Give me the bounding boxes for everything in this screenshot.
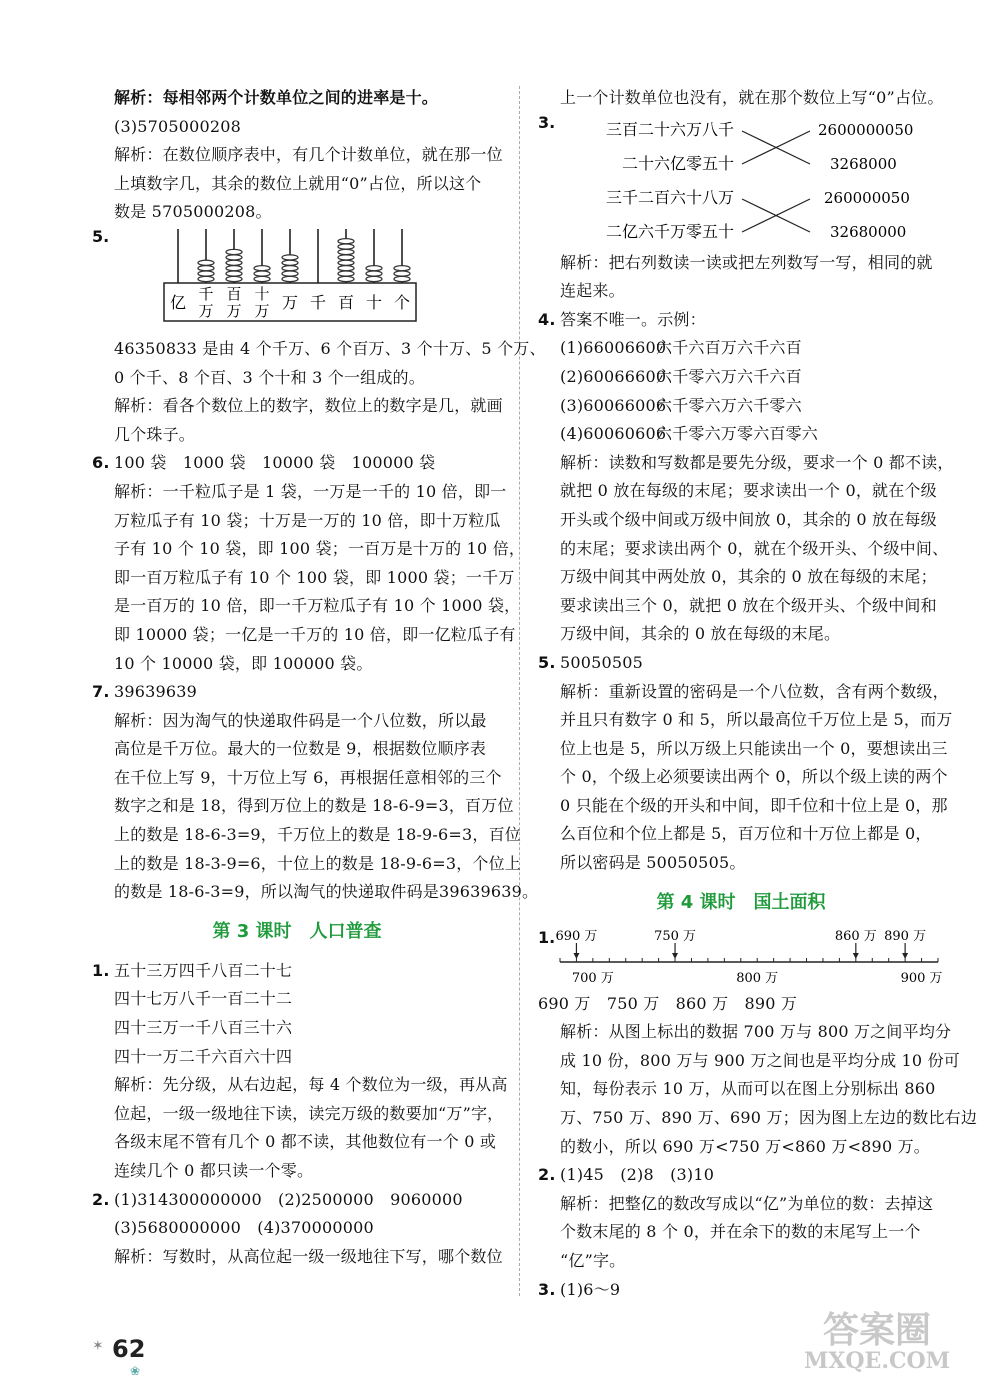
- analysis-text: 所以密码是 50050505。: [560, 853, 746, 873]
- answer-text: 四十三万一千八百三十六: [114, 1018, 293, 1038]
- analysis-text: 解析：从图上标出的数据 700 万与 800 万之间平均分: [560, 1022, 952, 1042]
- analysis-text: 的数是 18-6-3=9，所以淘气的快递取件码是39639639。: [114, 882, 539, 902]
- answer-text: (3)5680000000 (4)370000000: [114, 1218, 374, 1238]
- analysis-text: 万粒瓜子有 10 袋；十万是一万的 10 倍，即十万粒瓜: [114, 510, 501, 530]
- abacus-label: 千: [309, 292, 327, 312]
- analysis-text: 各级末尾不管有几个 0 都不读，其他数位有一个 0 或: [114, 1132, 497, 1152]
- analysis-text: 即 10000 袋；一亿是一千万的 10 倍，即一亿粒瓜子有: [114, 624, 516, 644]
- abacus-bead: [254, 276, 270, 281]
- number-line-label: 800 万: [736, 970, 779, 986]
- abacus-label: 十: [254, 284, 270, 303]
- question-number: 6.: [92, 453, 110, 473]
- answer-number: (2)60066600: [560, 366, 667, 386]
- abacus-diagram: [162, 227, 422, 335]
- analysis-text: 解析：先分级，从右边起，每 4 个数位为一级，再从高: [114, 1075, 508, 1095]
- match-right-item: 260000050: [824, 188, 910, 207]
- abacus-bead: [366, 266, 382, 271]
- section-title: 第 4 课时 国土面积: [656, 891, 826, 913]
- abacus-bead: [394, 276, 410, 281]
- abacus-bead: [338, 260, 354, 265]
- analysis-text: 解析：看各个数位上的数字，数位上的数字是几，就画: [114, 396, 503, 416]
- abacus-bead: [366, 276, 382, 281]
- analysis-text: “亿”字。: [560, 1251, 626, 1270]
- abacus-label: 万: [254, 301, 270, 320]
- answer-text: 五十三万四千八百二十七: [114, 960, 293, 980]
- question-number: 2.: [538, 1165, 556, 1185]
- answer-row: [538, 392, 944, 421]
- abacus-label: 亿: [169, 292, 187, 312]
- question-1-number-line: [538, 928, 944, 990]
- question-number: 4.: [538, 309, 556, 329]
- answer-text: (1)6～9: [560, 1279, 621, 1299]
- analysis-text: 解析：一千粒瓜子是 1 袋，一万是一千的 10 倍，即一: [114, 481, 507, 501]
- analysis-text: 高位是千万位。最大的一位数是 9，根据数位顺序表: [114, 739, 487, 759]
- number-line: [538, 928, 944, 990]
- abacus-bead: [366, 271, 382, 276]
- abacus-bead: [338, 255, 354, 260]
- answer-number: (3)60066006: [560, 395, 667, 415]
- analysis-text: 连起来。: [560, 281, 625, 301]
- abacus-bead: [226, 255, 242, 260]
- question-3-matching: [538, 113, 944, 249]
- question-number: 7.: [92, 682, 110, 702]
- abacus-label: 万: [281, 292, 299, 312]
- analysis-text: 万级中间，其余的 0 放在每级的末尾。: [560, 624, 841, 644]
- analysis-text: 开头或个级中间或万级中间放 0，其余的 0 放在每级: [560, 509, 937, 529]
- abacus-bead: [394, 266, 410, 271]
- abacus-bead: [198, 266, 214, 271]
- answer-row: [538, 363, 944, 392]
- number-line-arrowhead: [672, 953, 678, 959]
- match-right-item: 32680000: [830, 222, 907, 241]
- answer-text: 100 袋 1000 袋 10000 袋 100000 袋: [114, 453, 436, 473]
- star-icon: ✶: [92, 1338, 104, 1354]
- abacus-label: 个: [393, 292, 411, 312]
- analysis-text: 解析：重新设置的密码是一个八位数，含有两个数级，: [560, 681, 949, 701]
- answer-reading: 六千零六万六千六百: [656, 366, 802, 386]
- answer-reading: 六千六百万六千六百: [656, 338, 802, 358]
- abacus-bead: [226, 260, 242, 265]
- analysis-text: 要求读出三个 0，就把 0 放在个级开头、个级中间和: [560, 595, 937, 615]
- analysis-text: 解析：在数位顺序表中，有几个计数单位，就在那一位: [114, 145, 503, 165]
- answer-number: (1)66006600: [560, 338, 667, 358]
- answer-reading: 六千零六万六千零六: [656, 395, 802, 415]
- question-number: 5.: [538, 652, 556, 672]
- analysis-text: 上填数字几，其余的数位上就用“0”占位，所以这个: [114, 173, 482, 193]
- analysis-text: 万、750 万、890 万、690 万；因为图上左边的数比右边: [560, 1108, 978, 1128]
- analysis-text: 子有 10 个 10 袋，即 100 袋；一百万是十万的 10 倍，: [114, 539, 526, 559]
- abacus-bead: [198, 276, 214, 281]
- answer-text: 答案不唯一。示例：: [560, 309, 706, 329]
- abacus-label: 十: [365, 292, 383, 312]
- abacus-bead: [198, 260, 214, 265]
- analysis-text: 解析：因为淘气的快递取件码是一个八位数，所以最: [114, 710, 487, 730]
- abacus-bead: [282, 271, 298, 276]
- answer-text: 39639639: [114, 682, 198, 702]
- abacus-bead: [282, 276, 298, 281]
- abacus-bead: [226, 249, 242, 254]
- answer-text: 四十一万二千六百六十四: [114, 1046, 293, 1066]
- question-number: 3.: [538, 1279, 556, 1299]
- answer-text: (1)45 (2)8 (3)10: [560, 1165, 715, 1185]
- question-number: 1.: [538, 927, 556, 947]
- analysis-text: 知，每份表示 10 万，从而可以在图上分别标出 860: [560, 1079, 936, 1099]
- analysis-text: 位起，一级一级地往下读，读完万级的数要加“万”字，: [114, 1103, 504, 1123]
- watermark-url: MXQE.COM: [803, 1348, 951, 1374]
- abacus-bead: [338, 266, 354, 271]
- answer-text: (3)5705000208: [114, 116, 242, 136]
- abacus-bead: [254, 266, 270, 271]
- abacus-bead: [394, 271, 410, 276]
- number-line-label: 890 万: [884, 928, 927, 944]
- match-left-item: 二亿六千万零五十: [605, 221, 734, 241]
- abacus-bead: [254, 271, 270, 276]
- match-right-item: 2600000050: [818, 120, 914, 139]
- abacus-bead: [338, 249, 354, 254]
- analysis-text: 上一个计数单位也没有，就在那个数位上写“0”占位。: [560, 88, 944, 107]
- answer-row: [538, 334, 944, 363]
- match-left-item: 三百二十六万八千: [605, 119, 734, 139]
- number-line-label: 900 万: [900, 970, 943, 986]
- analysis-text: 上的数是 18-3-9=6，十位上的数是 18-9-6=3，个位上: [114, 853, 522, 873]
- number-line-label: 860 万: [834, 928, 877, 944]
- match-left-item: 三千二百六十八万: [605, 187, 734, 207]
- question-5: [92, 227, 502, 335]
- analysis-text: 并且只有数字 0 和 5，所以最高位千万位上是 5，而万: [560, 710, 953, 730]
- analysis-text: 连续几个 0 都只读一个零。: [114, 1161, 314, 1180]
- analysis-text: 就把 0 放在每级的末尾；要求读出一个 0，就在个级: [560, 481, 937, 501]
- analysis-text: 上的数是 18-6-3=9，千万位上的数是 18-9-6=3，百位: [114, 825, 522, 845]
- answer-text: 690 万 750 万 860 万 890 万: [538, 993, 798, 1013]
- matching-diagram: [538, 113, 944, 249]
- abacus-bead: [226, 276, 242, 281]
- match-right-item: 3268000: [830, 154, 897, 173]
- number-line-label: 690 万: [555, 928, 598, 944]
- answer-text: 0 个千、8 个百、3 个十和 3 个一组成的。: [114, 367, 425, 387]
- answer-reading: 六千零六万零六百零六: [656, 424, 819, 444]
- analysis-text: 解析：写数时，从高位起一级一级地往下写，哪个数位: [114, 1246, 503, 1266]
- analysis-text: 几个珠子。: [114, 424, 196, 444]
- analysis-text: 么百位和个位上都是 5，百万位和十万位上都是 0，: [560, 824, 932, 844]
- section-title: 第 3 课时 人口普查: [212, 920, 382, 942]
- question-number: 2.: [92, 1189, 110, 1209]
- analysis-text: 0 只能在个级的开头和中间，即千位和十位上是 0，那: [560, 795, 948, 815]
- analysis-text: 个 0，个级上必须要读出两个 0，所以个级上读的两个: [560, 767, 948, 787]
- answer-number: (4)60060606: [560, 424, 667, 444]
- match-left-item: 二十六亿零五十: [621, 153, 734, 173]
- question-number: 3.: [538, 112, 556, 132]
- answer-text: 四十七万八千一百二十二: [114, 989, 293, 1009]
- abacus-label: 百: [226, 284, 242, 303]
- question-number: 5.: [92, 226, 110, 246]
- right-column: [538, 84, 978, 1304]
- analysis-text: 位上也是 5，所以万级上只能读出一个 0，要想读出三: [560, 738, 948, 758]
- page-number: 62: [112, 1335, 146, 1363]
- number-line-arrowhead: [902, 953, 908, 959]
- analysis-text: 即一百万粒瓜子有 10 个 100 袋，即 1000 袋；一千万: [114, 567, 515, 587]
- number-line-label: 700 万: [571, 970, 614, 986]
- analysis-text: 万级中间其中两处放 0，其余的 0 放在每级的末尾；: [560, 567, 937, 587]
- analysis-text: 数是 5705000208。: [114, 202, 272, 222]
- answer-row: [538, 420, 944, 449]
- abacus-bead: [338, 271, 354, 276]
- analysis-text: 数字之和是 18，得到万位上的数是 18-6-9=3，百万位: [114, 796, 514, 816]
- watermark-cn: 答案圈: [822, 1309, 932, 1351]
- abacus-label: 万: [198, 301, 214, 320]
- abacus-bead: [338, 244, 354, 249]
- analysis-text: 解析：每相邻两个计数单位之间的进率是十。: [114, 88, 439, 107]
- answer-text: 46350833 是由 4 个千万、6 个百万、3 个十万、5 个万、: [114, 338, 546, 358]
- number-line-arrowhead: [573, 953, 579, 959]
- abacus-bead: [226, 271, 242, 276]
- abacus-label: 千: [198, 284, 214, 303]
- abacus-label: 百: [337, 292, 355, 312]
- column-divider: [519, 86, 520, 1296]
- abacus-label: 万: [226, 301, 242, 320]
- number-line-label: 750 万: [654, 928, 697, 944]
- left-column: [92, 84, 546, 1271]
- watermark-logo: [775, 1304, 980, 1374]
- abacus-bead: [338, 239, 354, 244]
- question-number: 1.: [92, 960, 110, 980]
- analysis-text: 成 10 份，800 万与 900 万之间也是平均分成 10 份可: [560, 1050, 960, 1070]
- analysis-text: 解析：把整亿的数改写成以“亿”为单位的数：去掉这: [560, 1193, 934, 1213]
- abacus-bead: [282, 266, 298, 271]
- abacus-bead: [198, 271, 214, 276]
- answer-text: 50050505: [560, 652, 644, 672]
- analysis-text: 是一百万的 10 倍，即一千万粒瓜子有 10 个 1000 袋，: [114, 596, 521, 616]
- number-line-arrowhead: [853, 953, 859, 959]
- analysis-text: 10 个 10000 袋，即 100000 袋。: [114, 653, 373, 673]
- abacus-bead: [282, 255, 298, 260]
- abacus-bead: [338, 276, 354, 281]
- analysis-text: 的末尾；要求读出两个 0，就在个级开头、个级中间、: [560, 538, 949, 558]
- analysis-text: 在千位上写 9，十万位上写 6，再根据任意相邻的三个: [114, 767, 502, 787]
- abacus-bead: [282, 260, 298, 265]
- abacus-bead: [226, 266, 242, 271]
- flower-icon: ❀: [130, 1364, 141, 1378]
- analysis-text: 解析：读数和写数都是要先分级，要求一个 0 都不读，: [560, 452, 954, 472]
- analysis-text: 个数末尾的 8 个 0，并在余下的数的末尾写上一个: [560, 1222, 921, 1242]
- answer-text: (1)314300000000 (2)2500000 9060000: [114, 1189, 463, 1209]
- analysis-text: 解析：把右列数读一读或把左列数写一写，相同的就: [560, 252, 933, 272]
- analysis-text: 的数小，所以 690 万<750 万<860 万<890 万。: [560, 1136, 931, 1156]
